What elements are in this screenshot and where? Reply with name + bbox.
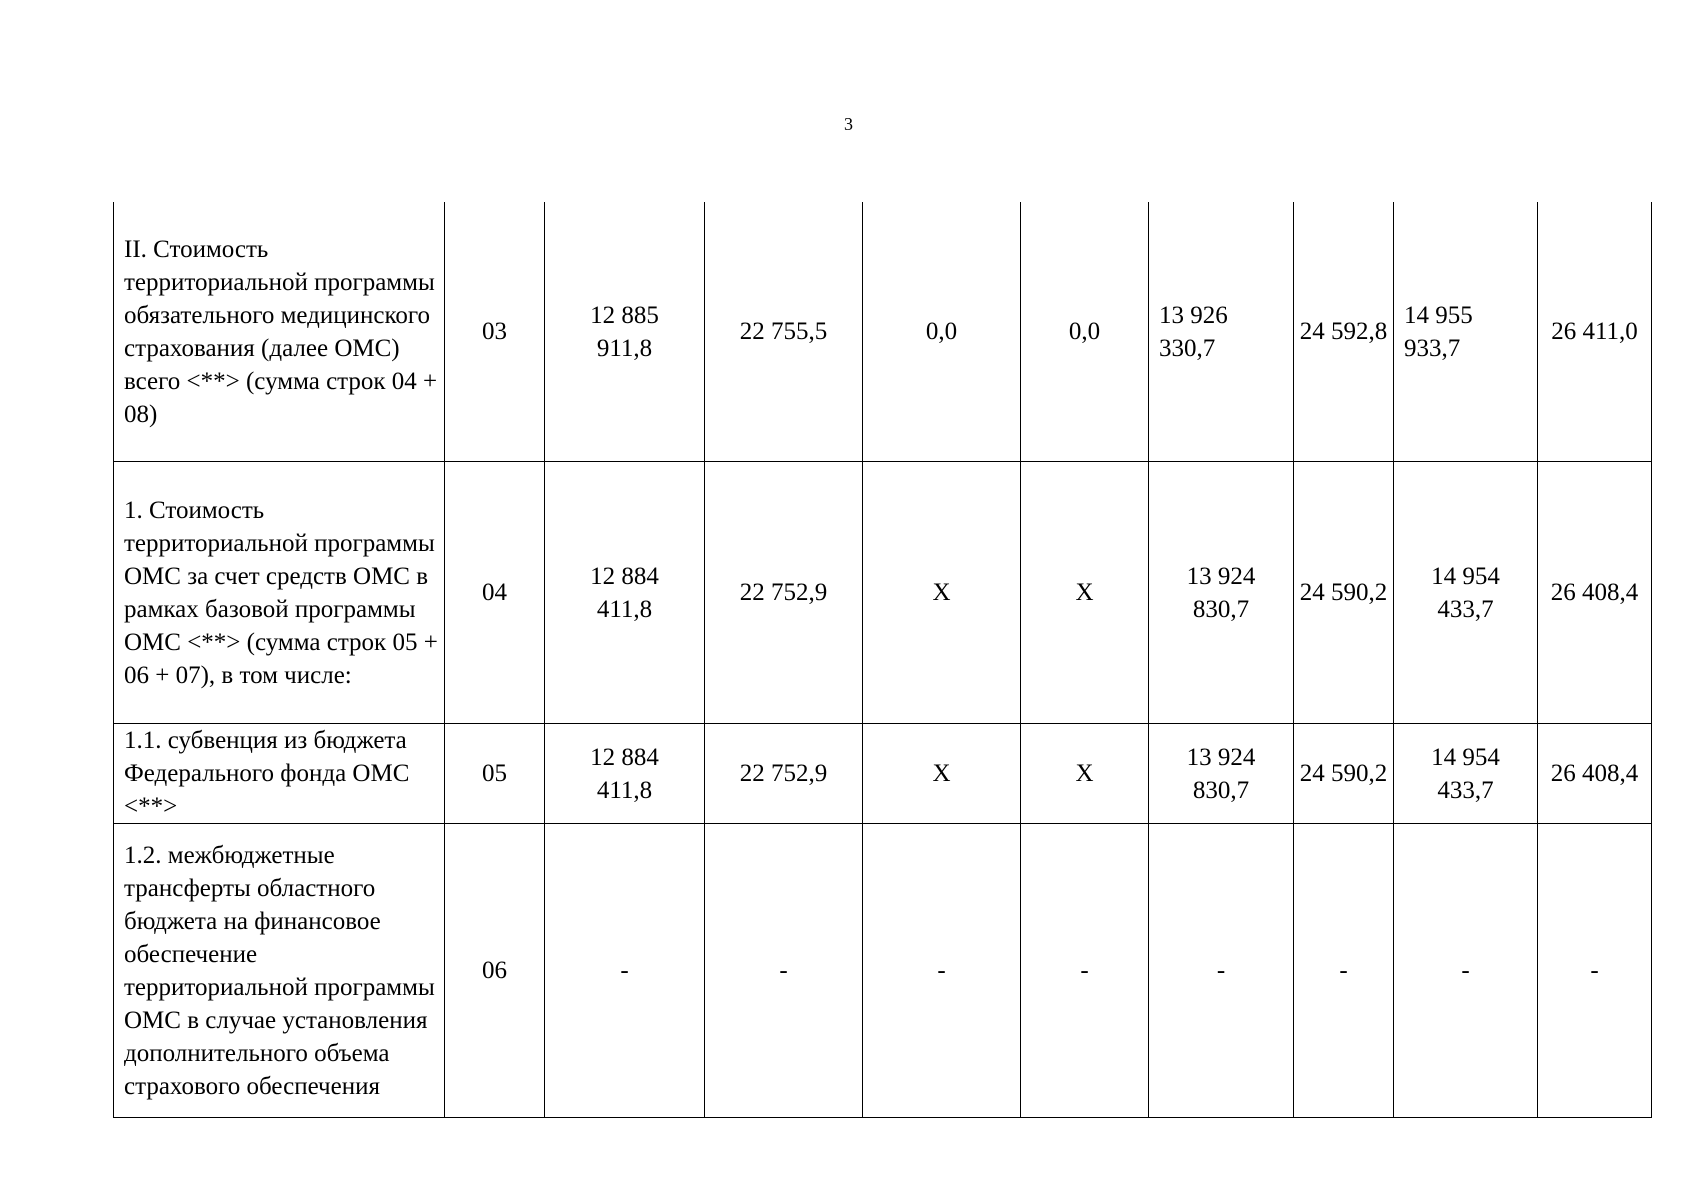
row-code-cell — [445, 202, 545, 462]
value-5: 13 926 330,7 — [1159, 301, 1228, 362]
value-cell — [863, 202, 1021, 462]
value-5: 13 924 830,7 — [1186, 562, 1256, 623]
value-cell — [863, 824, 1021, 1118]
row-name-cell — [114, 724, 445, 824]
row-code: 04 — [482, 579, 507, 606]
row-code-cell — [445, 824, 545, 1118]
value-cell — [545, 724, 705, 824]
value-cell — [705, 202, 863, 462]
row-name: 1. Стоимость территориальной программы ОМС за счет средств ОМС в рамках базовой программы ОМС <**> (сумма строк 05 + 06 + 07), в том числе: — [124, 496, 438, 689]
value-cell — [545, 824, 705, 1118]
value-6: 24 590,2 — [1299, 579, 1388, 606]
row-code-cell — [445, 462, 545, 724]
table-row — [114, 724, 1652, 824]
row-name: 1.1. субвенция из бюджета Федерального фонда ОМС <**> — [124, 727, 410, 820]
table-row — [114, 462, 1652, 724]
value-cell — [863, 462, 1021, 724]
value-cell — [1021, 724, 1149, 824]
value-7: 14 954 433,7 — [1431, 743, 1500, 804]
table-row — [114, 824, 1652, 1118]
row-name: II. Стоимость территориальной программы обязательного медицинского страхования (далее ОМС) всего <**> (сумма строк 04 + 08) — [124, 235, 438, 428]
value-cell — [1394, 462, 1538, 724]
cost-table — [113, 202, 1652, 1118]
row-name-cell — [114, 824, 445, 1118]
value-2: 22 755,5 — [739, 318, 828, 345]
value-cell — [1394, 724, 1538, 824]
value-4: Х — [1075, 760, 1094, 787]
value-cell — [1394, 202, 1538, 462]
value-cell — [1538, 724, 1652, 824]
value-cell — [545, 462, 705, 724]
value-1: 12 884 411,8 — [590, 743, 659, 804]
value-3: Х — [932, 760, 951, 787]
value-4: - — [1080, 957, 1089, 984]
value-cell — [1149, 824, 1294, 1118]
value-8: 26 408,4 — [1550, 760, 1639, 787]
value-cell — [1538, 462, 1652, 724]
value-5: - — [1216, 957, 1226, 984]
value-6: 24 590,2 — [1299, 760, 1388, 787]
value-cell — [1294, 202, 1394, 462]
value-7: - — [1461, 957, 1470, 984]
value-cell — [705, 462, 863, 724]
row-name: 1.2. межбюджетные трансферты областного бюджета на финансовое обеспечение территориальной программы ОМС в случае установления дополнительного объема страхового обеспечения — [124, 841, 435, 1100]
value-1: 12 885 911,8 — [590, 301, 659, 362]
value-cell — [1149, 462, 1294, 724]
value-cell — [1538, 824, 1652, 1118]
value-cell — [1149, 724, 1294, 824]
row-code-cell — [445, 724, 545, 824]
value-6: 24 592,8 — [1299, 318, 1388, 345]
page-number: 3 — [844, 114, 853, 134]
value-8: 26 408,4 — [1550, 579, 1639, 606]
value-8: 26 411,0 — [1551, 318, 1638, 345]
value-8: - — [1590, 957, 1599, 984]
value-1: - — [620, 957, 629, 984]
value-cell — [1294, 462, 1394, 724]
value-7: 14 955 933,7 — [1404, 301, 1473, 362]
value-4: 0,0 — [1068, 318, 1101, 345]
value-3: 0,0 — [925, 318, 958, 345]
value-cell — [1294, 824, 1394, 1118]
value-2: 22 752,9 — [739, 579, 828, 606]
table-row — [114, 202, 1652, 462]
value-cell — [1021, 462, 1149, 724]
row-name-cell — [114, 462, 445, 724]
row-code: 03 — [482, 318, 507, 345]
value-4: Х — [1075, 579, 1094, 606]
value-cell — [705, 824, 863, 1118]
value-6: - — [1339, 957, 1348, 984]
value-cell — [863, 724, 1021, 824]
row-code: 06 — [482, 957, 507, 984]
value-cell — [1021, 824, 1149, 1118]
row-code: 05 — [482, 760, 507, 787]
value-2: - — [779, 957, 788, 984]
value-cell — [1394, 824, 1538, 1118]
value-2: 22 752,9 — [739, 760, 828, 787]
value-1: 12 884 411,8 — [590, 562, 659, 623]
value-cell — [545, 202, 705, 462]
value-7: 14 954 433,7 — [1431, 562, 1500, 623]
value-3: - — [937, 957, 946, 984]
value-cell — [1294, 724, 1394, 824]
value-cell — [1021, 202, 1149, 462]
value-5: 13 924 830,7 — [1186, 743, 1256, 804]
value-cell — [705, 724, 863, 824]
value-cell — [1149, 202, 1294, 462]
value-3: Х — [932, 579, 951, 606]
row-name-cell — [114, 202, 445, 462]
value-cell — [1538, 202, 1652, 462]
